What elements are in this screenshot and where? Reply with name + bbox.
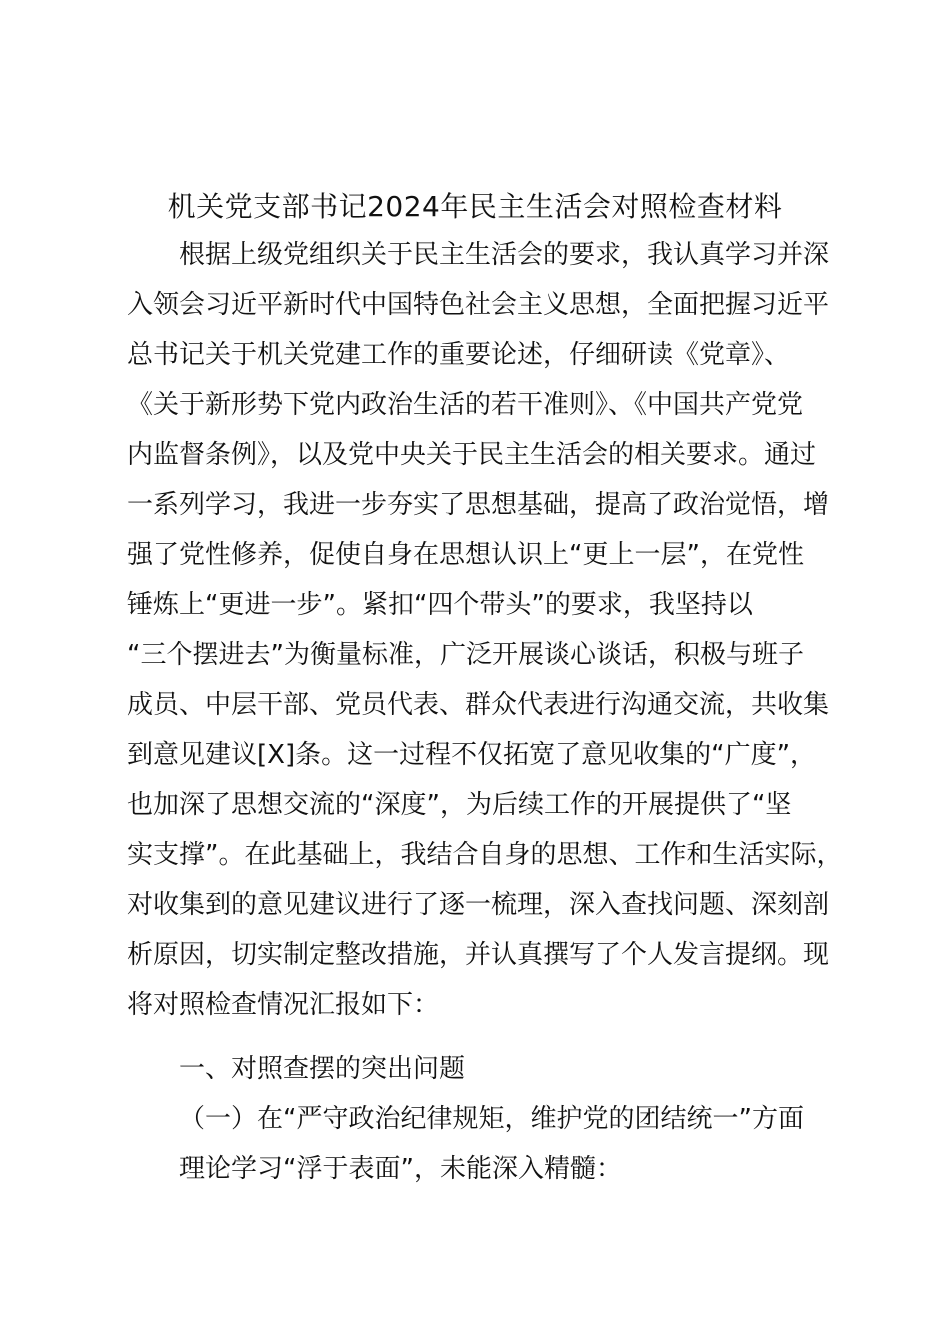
paragraph-line: 到意见建议[X]条。这一过程不仅拓宽了意见收集的“广度”， (127, 740, 817, 770)
paragraph-line: 对收集到的意见建议进行了逐一梳理，深入查找问题、深刻剖 (127, 890, 830, 920)
paragraph-line: 将对照检查情况汇报如下： (127, 990, 440, 1020)
document-body (127, 230, 843, 1194)
paragraph-line: 《关于新形势下党内政治生活的若干准则》、《中国共产党党 (127, 390, 804, 420)
paragraph-line: 析原因，切实制定整改措施，并认真撰写了个人发言提纲。现 (127, 940, 830, 970)
paragraph-line: 强了党性修养，促使自身在思想认识上“更上一层”，在党性 (127, 540, 804, 570)
section-gap (127, 1030, 837, 1044)
paragraph-line: 实支撑”。在此基础上，我结合自身的思想、工作和生活实际， (127, 840, 843, 870)
paragraph-line: 成员、中层干部、党员代表、群众代表进行沟通交流，共收集 (127, 690, 830, 720)
section-subheading: 理论学习“浮于表面”，未能深入精髓： (179, 1154, 622, 1184)
paragraph-line: 总书记关于机关党建工作的重要论述，仔细研读《党章》、 (127, 340, 791, 370)
paragraph-line: 入领会习近平新时代中国特色社会主义思想，全面把握习近平 (127, 290, 830, 320)
document-title: 机关党支部书记2024年民主生活会对照检查材料 (167, 190, 783, 223)
paragraph-line: “三个摆进去”为衡量标准，广泛开展谈心谈话，积极与班子 (127, 640, 804, 670)
paragraph-line: 也加深了思想交流的“深度”，为后续工作的开展提供了“坚 (127, 790, 792, 820)
section-heading-1: 一、对照查摆的突出问题 (179, 1054, 466, 1084)
paragraph-line: 一系列学习，我进一步夯实了思想基础，提高了政治觉悟，增 (127, 490, 830, 520)
section-heading-2: （一）在“严守政治纪律规矩，维护党的团结统一”方面 (179, 1104, 804, 1134)
paragraph-line: 根据上级党组织关于民主生活会的要求，我认真学习并深 (179, 240, 830, 270)
paragraph-line: 内监督条例》，以及党中央关于民主生活会的相关要求。通过 (127, 440, 817, 470)
paragraph-line: 锤炼上“更进一步”。紧扣“四个带头”的要求，我坚持以 (127, 590, 753, 620)
